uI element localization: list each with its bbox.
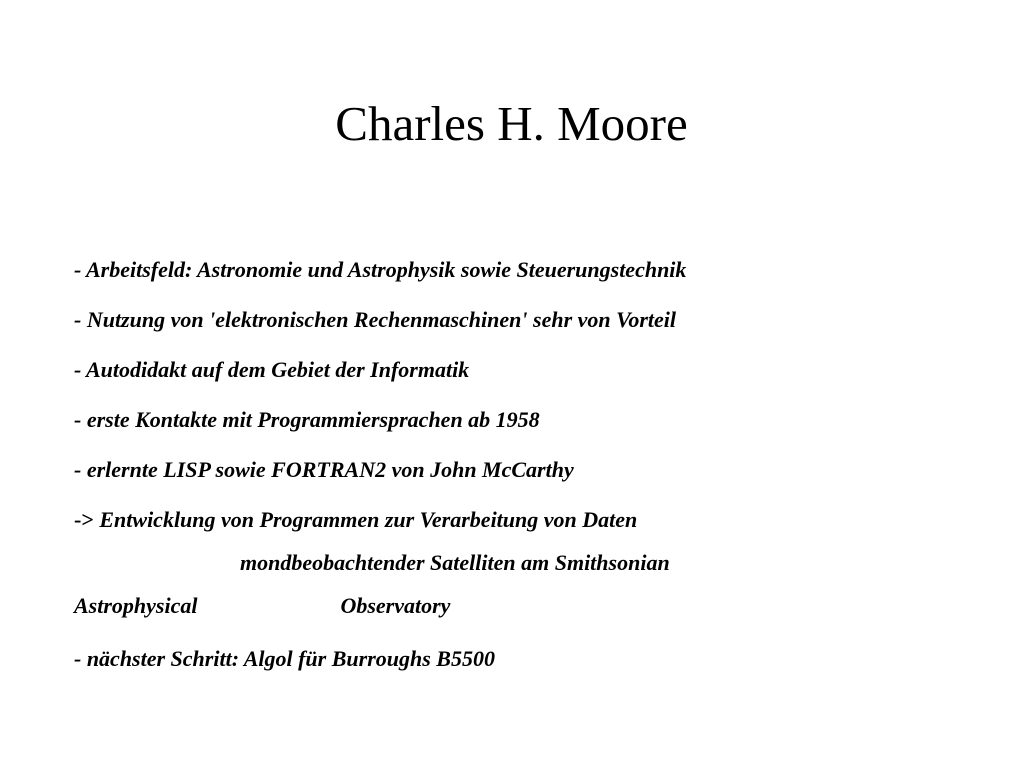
entwicklung-line-1 [74,495,954,541]
bullet-list [74,245,954,684]
bullet-nutzung: - Nutzung von 'elektronischen Rechenmaschinen' sehr von Vorteil [74,307,677,332]
entwicklung-line-3 [74,584,954,634]
entwicklung-text-1: Entwicklung von Programmen zur Verarbeitung von Daten [99,507,638,532]
bullet-erlernte: - erlernte LISP sowie FORTRAN2 von John McCarthy [74,457,574,482]
entwicklung-line-2 [74,541,954,584]
arrow-marker: -> [74,507,94,532]
bullet-erste-kontakte: - erste Kontakte mit Programmiersprachen ab 1958 [74,407,540,432]
entwicklung-text-3b: Observatory [340,593,451,618]
bullet-entwicklung [74,495,954,634]
slide-title: Charles H. Moore [335,96,688,151]
entwicklung-text-3a: Astrophysical [74,593,198,618]
bullet-arbeitsfeld: - Arbeitsfeld: Astronomie und Astrophysik sowie Steuerungstechnik [74,257,687,282]
bullet-naechster-schritt: - nächster Schritt: Algol für Burroughs B5500 [74,646,495,671]
entwicklung-text-2: mondbeobachtender Satelliten am Smithsonian [240,550,670,575]
bullet-autodidakt: - Autodidakt auf dem Gebiet der Informatik [74,357,470,382]
